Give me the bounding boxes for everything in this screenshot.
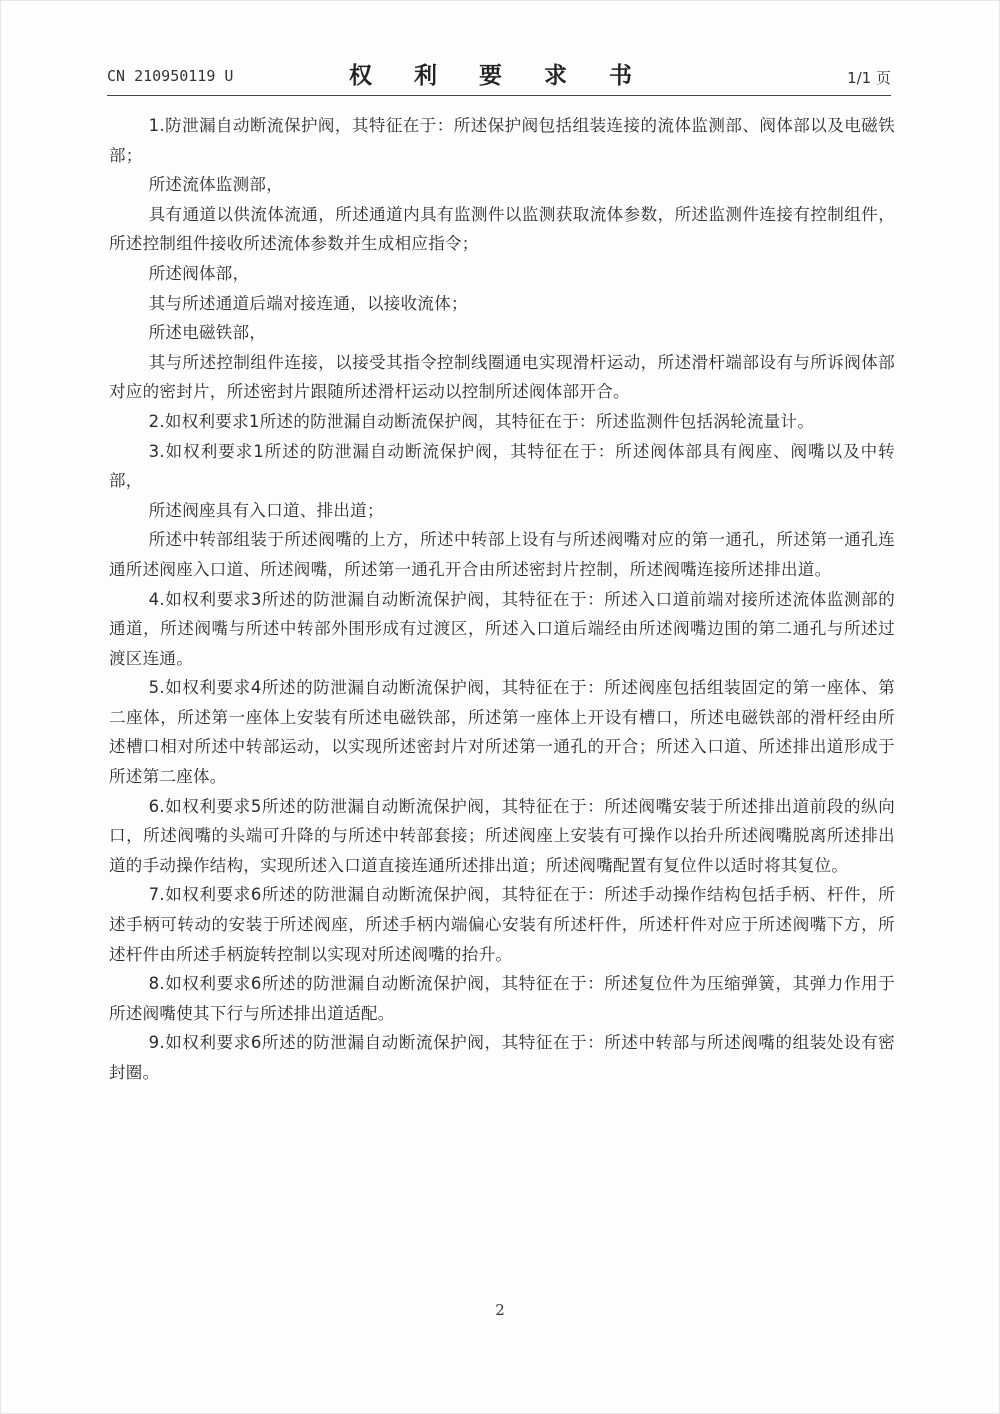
claim-paragraph: 1.防泄漏自动断流保护阀，其特征在于：所述保护阀包括组装连接的流体监测部、阀体部以及电磁铁部； xyxy=(109,116,895,165)
claim-paragraph: 具有通道以供流体流通，所述通道内具有监测件以监测获取流体参数，所述监测件连接有控制组件，所述控制组件接收所述流体参数并生成相应指令； xyxy=(109,204,895,254)
claim-paragraph: 所述中转部组装于所述阀嘴的上方，所述中转部上设有与所述阀嘴对应的第一通孔，所述第一通孔连通所述阀座入口道、所述阀嘴，所述第一通孔开合由所述密封片控制，所述阀嘴连接所述排出道。 xyxy=(109,530,895,579)
claim-paragraph: 所述电磁铁部， xyxy=(148,323,267,343)
claim-paragraph: 所述阀座具有入口道、排出道； xyxy=(148,500,384,520)
document-title: 权 利 要 求 书 xyxy=(348,63,650,89)
claim-paragraph: 所述阀体部， xyxy=(148,263,250,283)
page-header xyxy=(107,57,891,93)
header-rule xyxy=(107,95,891,96)
claim-paragraph: 其与所述通道后端对接连通，以接收流体； xyxy=(148,293,468,313)
publication-number: CN 210950119 U xyxy=(107,67,234,85)
claims-body xyxy=(109,111,895,1088)
claim-paragraph: 2.如权利要求1所述的防泄漏自动断流保护阀，其特征在于：所述监测件包括涡轮流量计。 xyxy=(148,411,815,431)
claim-paragraph: 9.如权利要求6所述的防泄漏自动断流保护阀，其特征在于：所述中转部与所述阀嘴的组装处设有密封圈。 xyxy=(109,1033,895,1082)
claim-paragraph: 所述流体监测部， xyxy=(148,175,283,195)
claim-paragraph: 5.如权利要求4所述的防泄漏自动断流保护阀，其特征在于：所述阀座包括组装固定的第一座体、第二座体，所述第一座体上安装有所述电磁铁部，所述第一座体上开设有槽口，所述电磁铁部的滑杆经由所述槽口相对所述中转部运动，以实现所述密封片对所述第一通孔的开合；所述入口道、所述排出道形成于所述第二座体。 xyxy=(109,678,895,787)
claim-paragraph: 4.如权利要求3所述的防泄漏自动断流保护阀，其特征在于：所述入口道前端对接所述流体监测部的通道，所述阀嘴与所述中转部外围形成有过渡区，所述入口道后端经由所述阀嘴边围的第二通孔与所述过渡区连通。 xyxy=(109,589,895,668)
claim-paragraph: 7.如权利要求6所述的防泄漏自动断流保护阀，其特征在于：所述手动操作结构包括手柄、杆件，所述手柄可转动的安装于所述阀座，所述手柄内端偏心安装有所述杆件，所述杆件对应于所述阀嘴下方，所述杆件由所述手柄旋转控制以实现对所述阀嘴的抬升。 xyxy=(109,885,895,964)
claim-paragraph: 8.如权利要求6所述的防泄漏自动断流保护阀，其特征在于：所述复位件为压缩弹簧，其弹力作用于所述阀嘴使其下行与所述排出道适配。 xyxy=(109,974,895,1023)
page-count: 1/1 页 xyxy=(847,69,891,87)
claim-paragraph: 6.如权利要求5所述的防泄漏自动断流保护阀，其特征在于：所述阀嘴安装于所述排出道前段的纵向口，所述阀嘴的头端可升降的与所述中转部套接；所述阀座上安装有可操作以抬升所述阀嘴脱离所述排出道的手动操作结构，实现所述入口道直接连通所述排出道；所述阀嘴配置有复位件以适时将其复位。 xyxy=(109,796,895,875)
page-number: 2 xyxy=(495,1301,505,1319)
claim-paragraph: 3.如权利要求1所述的防泄漏自动断流保护阀，其特征在于：所述阀体部具有阀座、阀嘴以及中转部， xyxy=(109,441,895,491)
claim-paragraph: 其与所述控制组件连接，以接受其指令控制线圈通电实现滑杆运动，所述滑杆端部设有与所诉阀体部对应的密封片，所述密封片跟随所述滑杆运动以控制所述阀体部开合。 xyxy=(109,352,895,402)
